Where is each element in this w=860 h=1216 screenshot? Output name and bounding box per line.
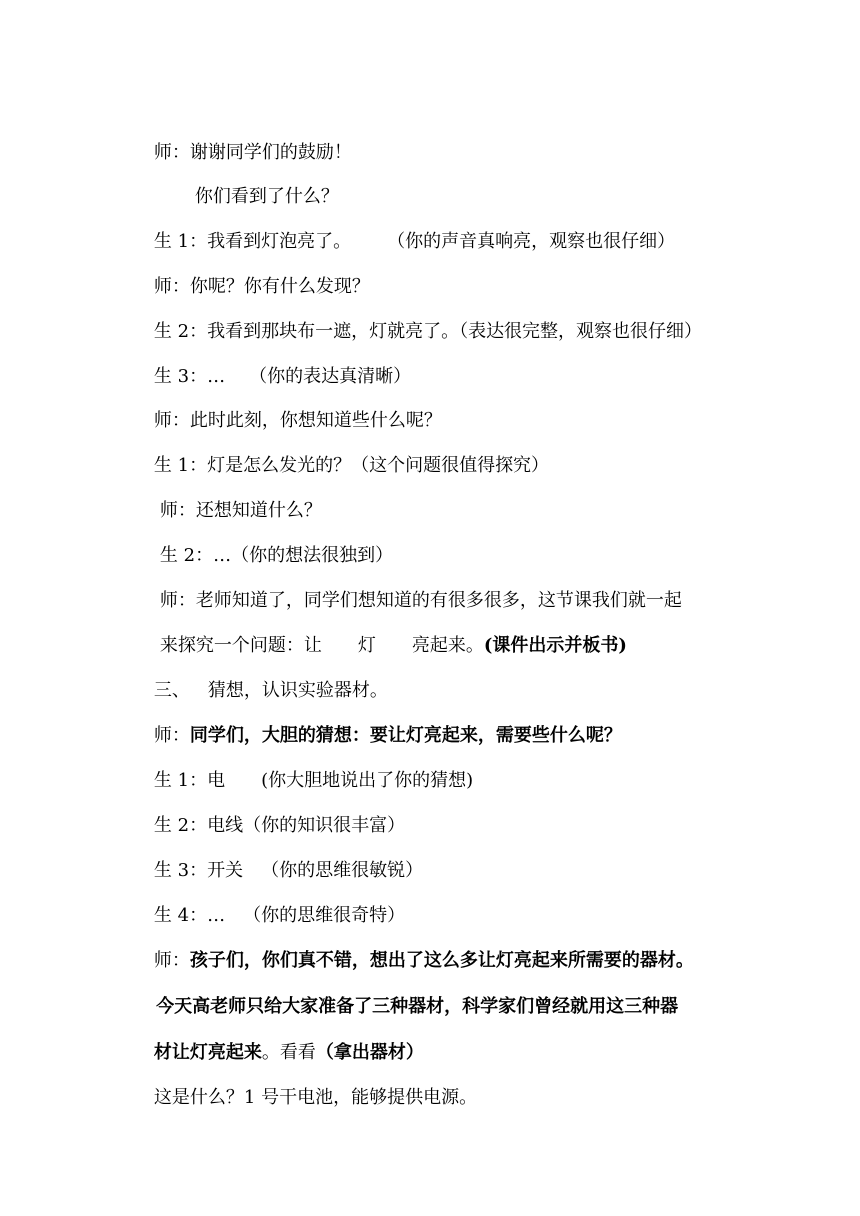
teacher-comment: （你的表达真清晰） [249, 366, 412, 387]
teacher-comment: （你的思维很敏锐） [261, 860, 424, 881]
line-text: 师：谢谢同学们的鼓励！ [153, 142, 352, 163]
line-text: 师：老师知道了，同学们想知道的有很多很多，这节课我们就一起 [159, 590, 682, 611]
speaker-label: 师： [153, 950, 190, 971]
line-text: 你们看到了什么？ [194, 186, 339, 207]
line-text: 这是什么？1 号干电池，能够提供电源。 [153, 1087, 478, 1108]
stage-direction: （拿出器材） [315, 1042, 424, 1063]
line-text: 生 4：… [153, 905, 226, 926]
line-text: 师：你呢？你有什么发现？ [153, 276, 370, 297]
line-text: 同学们，大胆的猜想：要让灯亮起来，需要些什么呢？ [189, 725, 622, 746]
line-text: 师：此时此刻，你想知道些什么呢？ [153, 410, 442, 431]
line-text: 材让灯亮起来 [153, 1042, 262, 1063]
teacher-comment: （你的思维很奇特） [243, 905, 406, 926]
line-text: 生 2：我看到那块布一遮，灯就亮了。（表达很完整，观察也很仔细） [153, 321, 703, 342]
speaker-label: 师： [153, 725, 190, 746]
line-text: 师：还想知道什么？ [159, 500, 322, 521]
line-text: 亮起来。 [411, 635, 484, 656]
line-text: 。看看 [261, 1042, 316, 1063]
line-text: 生 2：电线（你的知识很丰富） [153, 815, 406, 836]
line-text: 生 3：开关 [153, 860, 244, 881]
highlight-word: 灯 [357, 635, 376, 656]
line-text: 生 1：电 [153, 770, 226, 791]
section-number: 三、 [153, 680, 190, 701]
line-text: 生 3：… [153, 366, 226, 387]
section-title: 猜想，认识实验器材。 [207, 680, 388, 701]
teacher-comment: （你的声音真响亮，观察也很仔细） [387, 231, 676, 252]
text-line [131, 1062, 477, 1134]
line-text: 来探究一个问题：让 [159, 635, 322, 656]
line-text: 孩子们，你们真不错，想出了这么多让灯亮起来所需要的器材。 [189, 950, 694, 971]
line-text: 生 1：我看到灯泡亮了。 [153, 231, 352, 252]
teacher-comment: (你大胆地说出了你的猜想) [261, 770, 474, 791]
line-text: 生 2：…（你的想法很独到） [159, 545, 394, 566]
stage-direction: (课件出示并板书) [483, 635, 627, 656]
line-text: 今天高老师只给大家准备了三种器材，科学家们曾经就用这三种器 [156, 996, 679, 1017]
line-text: 生 1：灯是怎么发光的？（这个问题很值得探究） [153, 455, 550, 476]
